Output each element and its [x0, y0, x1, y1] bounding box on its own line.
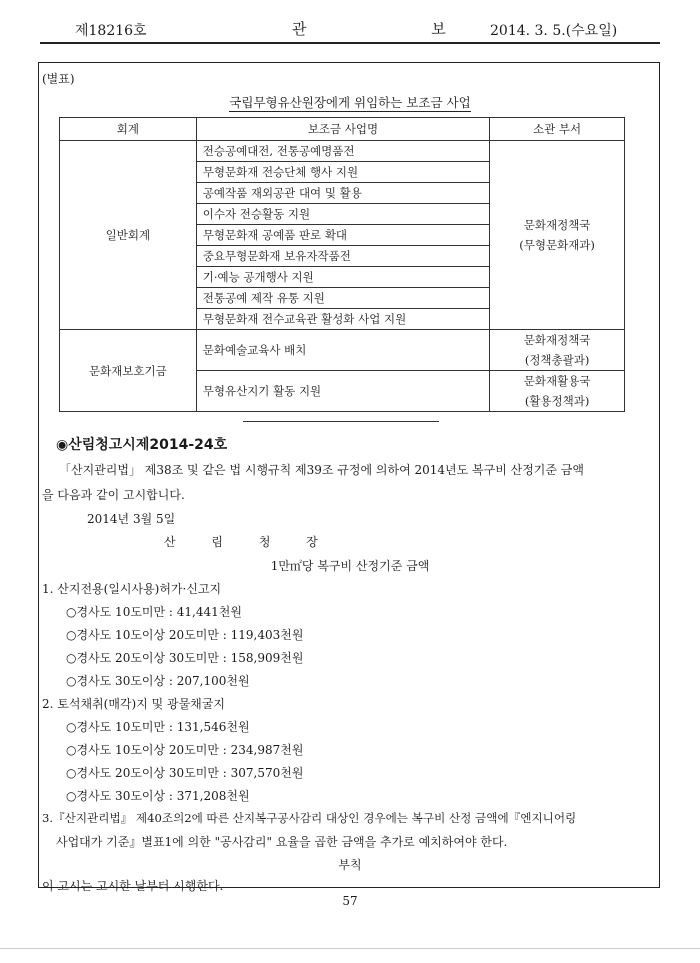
gazette-issue-number: 제18216호: [75, 23, 147, 39]
column-header-department: 소관 부서: [490, 118, 625, 141]
project-cell: 이수자 전승활동 지원: [196, 204, 489, 225]
section1-heading: 1. 산지전용(일시사용)허가·신고지: [42, 582, 222, 596]
list-item: ○경사도 10도이상 20도미만 : 119,403천원: [66, 628, 304, 642]
list-item: ○경사도 20도이상 30도미만 : 307,570천원: [66, 766, 304, 780]
header-rule: [40, 42, 660, 44]
gazette-title: 관 보: [292, 20, 506, 38]
table-header-row: [60, 118, 625, 141]
project-cell: 전승공예대전, 전통공예명품전: [196, 141, 489, 162]
section3-line2: 사업대가 기준』별표1에 의한 "공사감리" 요율을 곱한 금액을 추가로 예치하여야 한다.: [56, 835, 508, 849]
notice-intro-line1: 「산지관리법」 제38조 및 같은 법 시행규칙 제39조 규정에 의하여 2014년도 복구비 산정기준 금액: [59, 463, 584, 477]
section3-line1: 3.『산지관리법』 제40조의2에 따른 산지복구공사감리 대상인 경우에는 복구비 산정 금액에『엔지니어링: [42, 811, 577, 825]
list-item: ○경사도 30도이상 : 207,100천원: [66, 674, 250, 688]
project-cell: 무형문화재 전승단체 행사 지원: [196, 162, 489, 183]
project-cell: 문화예술교육사 배치: [196, 330, 489, 371]
project-cell: 무형문화재 전수교육관 활성화 사업 지원: [196, 309, 489, 330]
grant-table-title: 국립무형유산원장에게 위임하는 보조금 사업: [229, 95, 471, 110]
attachment-label: (별표): [42, 72, 75, 86]
list-item: ○경사도 10도미만 : 131,546천원: [66, 720, 250, 734]
project-cell: 무형유산지기 활동 지원: [196, 371, 489, 412]
page-number: 57: [342, 894, 358, 908]
project-cell: 중요무형문화재 보유자작품전: [196, 246, 489, 267]
scan-edge-line: [0, 948, 700, 949]
project-cell: 전통공예 제작 유통 지원: [196, 288, 489, 309]
account-general: 일반회계: [60, 141, 197, 330]
list-item: ○경사도 30도이상 : 371,208천원: [66, 789, 250, 803]
project-cell: 공예작품 재외공관 대여 및 활용: [196, 183, 489, 204]
project-cell: 무형문화재 공예품 판로 확대: [196, 225, 489, 246]
table-row: [60, 330, 625, 371]
column-header-account: 회계: [60, 118, 197, 141]
department-fund-2: 문화재활용국 (활용정책과): [490, 371, 625, 412]
notice-title: ◉산림청고시제2014-24호: [56, 437, 228, 453]
column-header-project: 보조금 사업명: [196, 118, 489, 141]
project-cell: 기·예능 공개행사 지원: [196, 267, 489, 288]
notice-intro-line2: 을 다음과 같이 고시합니다.: [42, 488, 185, 502]
notice-subtitle: 1만㎡당 복구비 산정기준 금액: [270, 559, 430, 573]
supplement-text: 이 고시는 고시한 날부터 시행한다.: [42, 879, 224, 893]
section2-heading: 2. 토석채취(매각)지 및 광물채굴지: [42, 697, 225, 711]
notice-date: 2014년 3월 5일: [87, 512, 176, 526]
gazette-date: 2014. 3. 5.(수요일): [490, 23, 618, 39]
department-fund-1: 문화재정책국 (정책총괄과): [490, 330, 625, 371]
section-separator: [243, 421, 439, 422]
list-item: ○경사도 10도이상 20도미만 : 234,987천원: [66, 743, 304, 757]
supplement-title: 부칙: [338, 858, 362, 872]
account-fund: 문화재보호기금: [60, 330, 197, 412]
list-item: ○경사도 10도미만 : 41,441천원: [66, 605, 242, 619]
department-general: 문화재정책국 (무형문화재과): [490, 141, 625, 330]
notice-issuer: 산 림 청 장: [164, 535, 334, 549]
list-item: ○경사도 20도이상 30도미만 : 158,909천원: [66, 651, 304, 665]
grant-table: [59, 117, 625, 412]
table-row: [60, 141, 625, 162]
